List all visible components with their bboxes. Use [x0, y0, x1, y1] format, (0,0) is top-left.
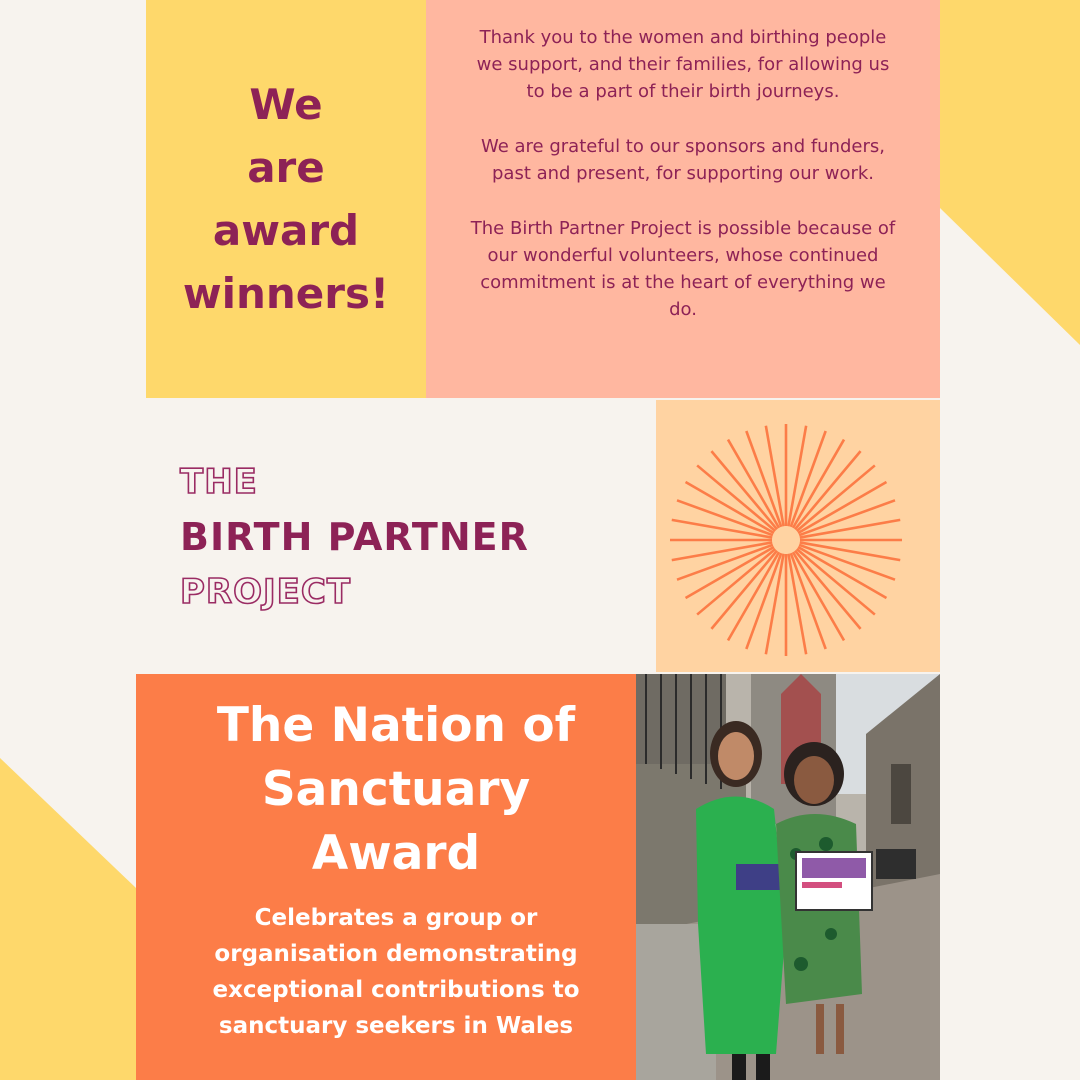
heading-line: are	[247, 143, 325, 192]
award-title	[136, 694, 656, 886]
nation-of-sanctuary-panel	[136, 674, 636, 1080]
award-title-line: Award	[311, 826, 481, 881]
award-photo	[636, 674, 940, 1080]
birth-partner-project-logo	[180, 462, 529, 612]
yellow-triangle-bottom-left	[0, 758, 136, 1080]
award-description-line: exceptional contributions to	[212, 977, 580, 1003]
thanks-panel	[426, 0, 940, 398]
award-photo-illustration	[636, 674, 940, 1080]
logo-line-birth-partner: BIRTH PARTNER	[180, 515, 529, 559]
award-winners-heading	[183, 73, 389, 325]
award-title-line: Sanctuary	[261, 762, 531, 817]
thanks-paragraph-sponsors: We are grateful to our sponsors and funders, past and present, for supporting our work.	[480, 136, 885, 184]
award-description-line: sanctuary seekers in Wales	[218, 1013, 574, 1039]
thanks-paragraph-volunteers: The Birth Partner Project is possible because of our wonderful volunteers, whose continued commitment is at the heart of everything we do.	[470, 218, 896, 320]
award-description-line: organisation demonstrating	[214, 941, 578, 967]
heading-line: winners!	[182, 269, 390, 318]
sunburst-icon	[656, 400, 940, 672]
thanks-paragraph-families: Thank you to the women and birthing people we support, and their families, for allowing us to be a part of their birth journeys.	[476, 27, 890, 102]
logo-line-project: PROJECT	[180, 572, 352, 612]
award-winners-panel	[146, 0, 426, 398]
award-description-line: Celebrates a group or	[254, 905, 538, 931]
sunburst-panel	[656, 400, 940, 672]
award-title-line: The Nation of	[216, 698, 576, 753]
award-description	[136, 900, 656, 1044]
heading-line: We	[249, 80, 323, 129]
yellow-triangle-top-right	[940, 0, 1080, 345]
logo-line-the: THE	[180, 462, 258, 502]
heading-line: award	[212, 206, 360, 255]
